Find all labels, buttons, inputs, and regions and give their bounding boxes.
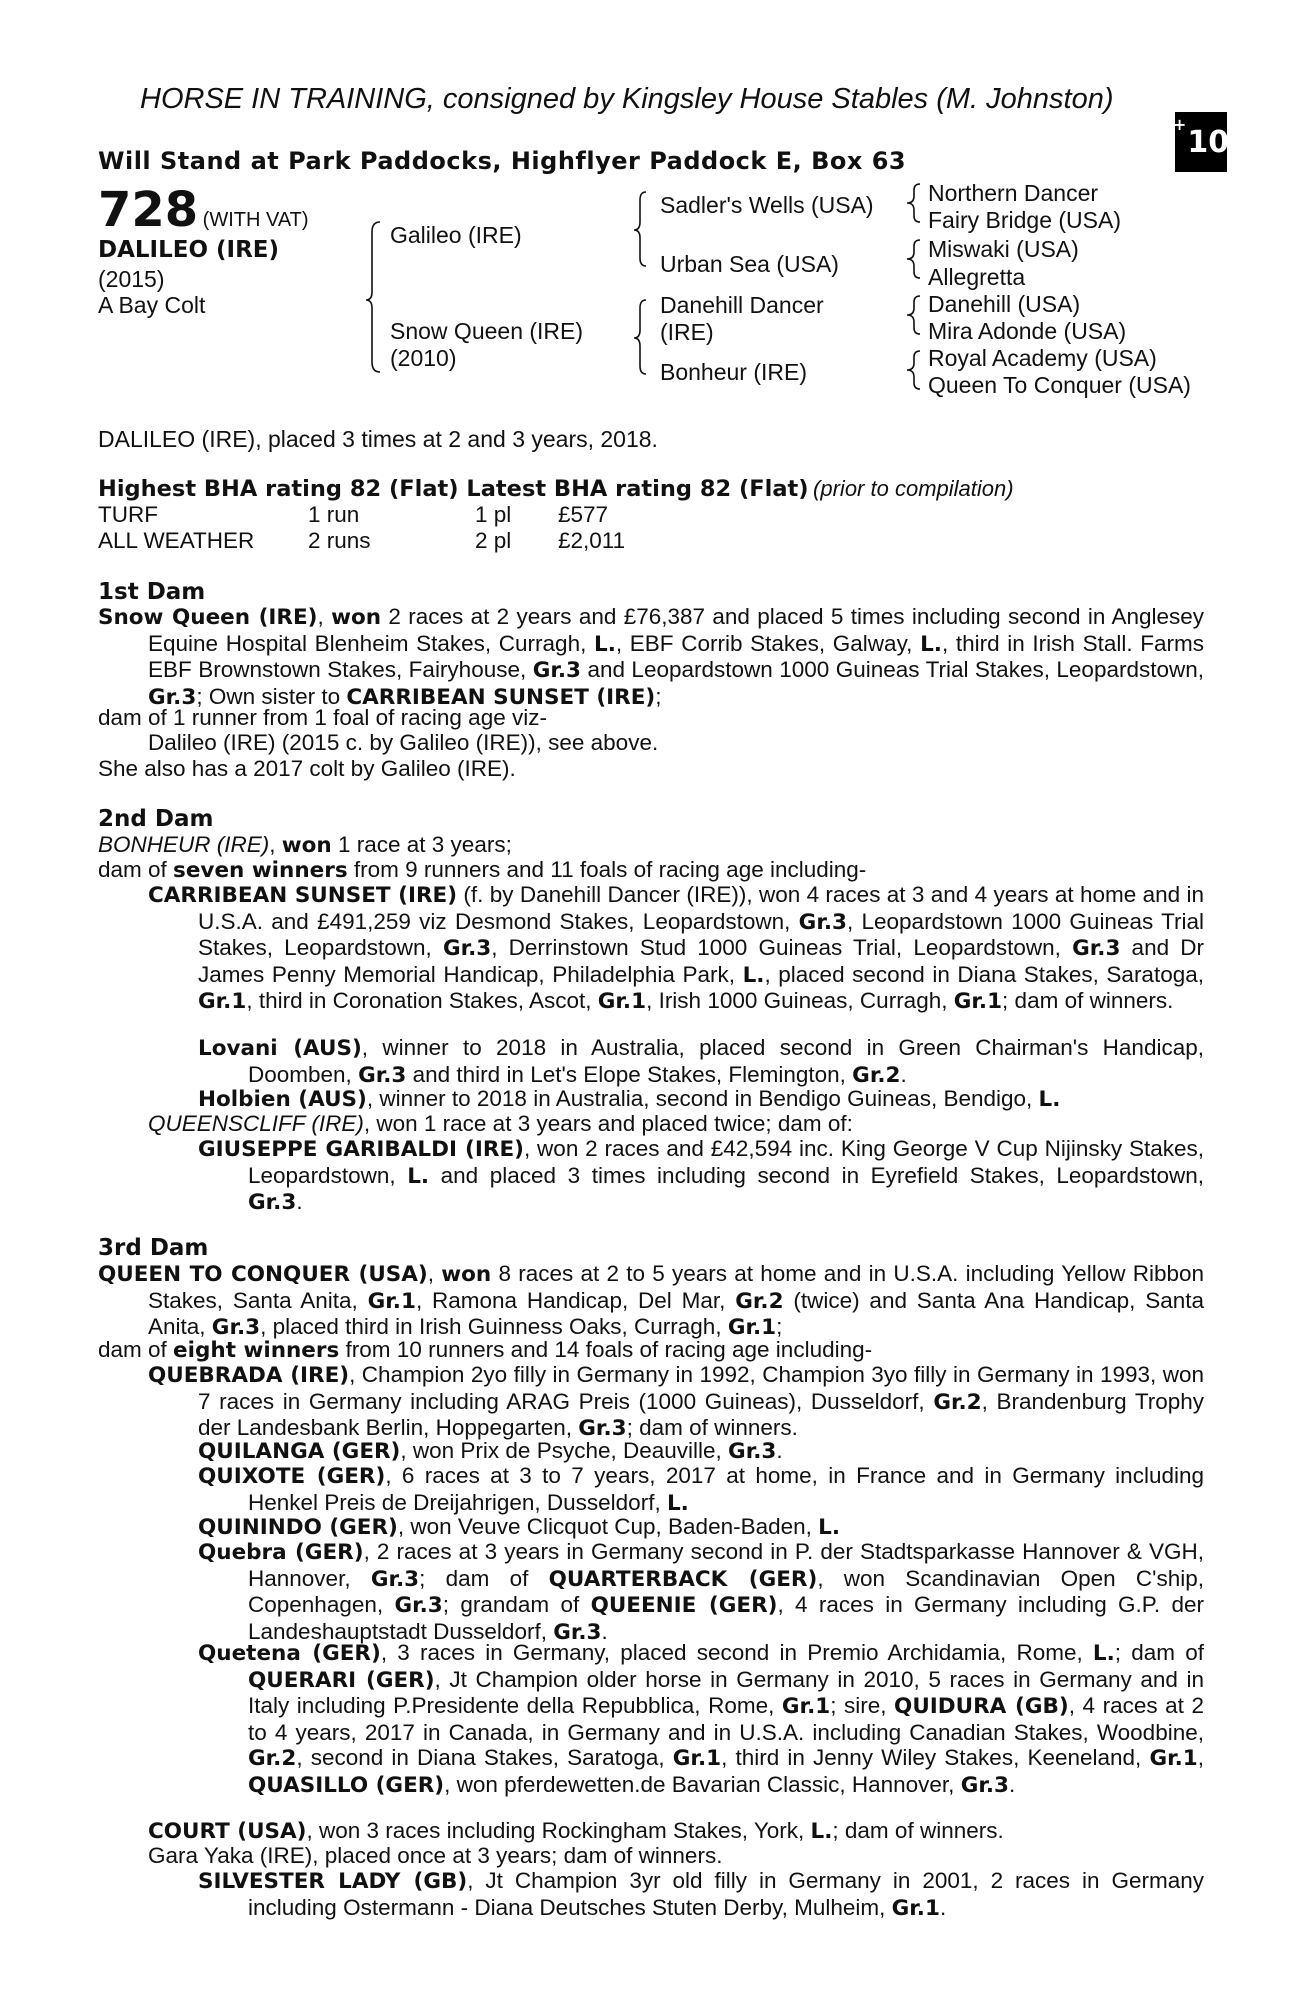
pedigree-gen3-3: Miswaki (USA) <box>928 236 1079 262</box>
first-dam-heading: 1st Dam <box>98 579 206 605</box>
pedigree-sire-dam: Urban Sea (USA) <box>660 251 839 277</box>
pedigree-dam-dam: Bonheur (IRE) <box>660 359 808 385</box>
first-dam-note: She also has a 2017 colt by Galileo (IRE). <box>98 756 516 781</box>
pedigree-dam-name: Snow Queen (IRE) <box>390 318 584 344</box>
pedigree-dam-sire-name: Danehill Dancer <box>660 292 824 318</box>
second-dam-record: BONHEUR (IRE), won 1 race at 3 years; <box>98 832 512 858</box>
third-dam-produce-1e: Quetena (GER), 3 races in Germany, placed second in Premio Archidamia, Rome, L.; dam of QUERARI (GER), Jt Champion older horse in Germany in 2010, 5 races in Germany and in Italy including P.Presidente della Repubblica, Rome, Gr.1; sire, QUIDURA (GB), 4 races at 2 to 4 years, 2017 in Canada, in Germany and in U.S.A. including Canadian Stakes, Woodbine, Gr.2, second in Diana Stakes, Saratoga, Gr.1, third in Jenny Wiley Stakes, Keeneland, Gr.1, QUASILLO (GER), won pferdewetten.de Bavarian Classic, Hannover, Gr.3. <box>198 1640 1205 1798</box>
pedigree-sire: Galileo (IRE) <box>390 222 522 248</box>
second-dam-produce-summary: dam of seven winners from 9 runners and 11 foals of racing age including- <box>98 857 867 883</box>
pedigree-gen3-8: Queen To Conquer (USA) <box>928 372 1191 398</box>
ratings-placed: 2 pl <box>475 528 512 553</box>
horse-name: DALILEO (IRE) <box>98 237 280 263</box>
pedigree-gen3-1: Northern Dancer <box>928 180 1099 206</box>
pedigree-dam-sire <box>660 292 824 346</box>
ratings-placed: 1 pl <box>475 502 512 527</box>
stand-location: Will Stand at Park Paddocks, Highflyer Paddock E, Box 63 <box>98 147 907 175</box>
vat-note: (WITH VAT) <box>202 209 309 231</box>
badge-number: 10 <box>1187 124 1230 160</box>
third-dam-produce-1c: QUININDO (GER), won Veuve Clicquot Cup, Baden-Baden, L. <box>198 1514 841 1540</box>
pedigree-gen3-4: Allegretta <box>928 264 1026 290</box>
pedigree-dam <box>390 318 583 372</box>
second-dam-produce-2: Lovani (AUS), winner to 2018 in Australia, placed second in Green Chairman's Handicap, Doomben, Gr.3 and third in Let's Elope Stakes, Flemington, Gr.2. <box>198 1035 1204 1088</box>
third-dam-produce-1b: QUIXOTE (GER), 6 races at 3 to 7 years, 2017 at home, in France and in Germany including Henkel Preis de Dreijahrigen, Dusseldorf, L. <box>198 1463 1204 1516</box>
pedigree-dam-year: (2010) <box>390 345 457 371</box>
third-dam-produce-3a: SILVESTER LADY (GB), Jt Champion 3yr old filly in Germany in 2001, 2 races in Germany including Ostermann - Diana Deutsches Stuten Derby, Mulheim, Gr.1. <box>198 1868 1204 1921</box>
first-dam-produce-line: dam of 1 runner from 1 foal of racing age viz- <box>98 705 547 730</box>
third-dam-produce-1d: Quebra (GER), 2 races at 3 years in Germany second in P. der Stadtsparkasse Hannover & VGH, Hannover, Gr.3; dam of QUARTERBACK (GER), won Scandinavian Open C'ship, Copenhagen, Gr.3; grandam of QUEENIE (GER), 4 races in Germany including G.P. der Landeshauptstadt Dusseldorf, Gr.3. <box>198 1539 1204 1645</box>
badge-plus: + <box>1172 115 1187 134</box>
third-dam-record: QUEEN TO CONQUER (USA), won 8 races at 2 to 5 years at home and in U.S.A. including Yellow Ribbon Stakes, Santa Anita, Gr.1, Ramona Handicap, Del Mar, Gr.2 (twice) and Santa Ana Handicap, Santa Anita, Gr.3, placed third in Irish Guinness Oaks, Curragh, Gr.1; <box>98 1261 1204 1340</box>
pedigree-sire-sire: Sadler's Wells (USA) <box>660 192 874 218</box>
ratings-surface: ALL WEATHER <box>98 528 255 553</box>
racing-summary: DALILEO (IRE), placed 3 times at 2 and 3 years, 2018. <box>98 426 658 452</box>
horse-description: A Bay Colt <box>98 292 206 318</box>
ratings-prize: £577 <box>558 502 609 527</box>
pedigree-gen3-2: Fairy Bridge (USA) <box>928 207 1121 233</box>
lot-number: 728 <box>98 182 199 238</box>
ratings-heading-text: Highest BHA rating 82 (Flat) Latest BHA rating 82 (Flat) <box>98 476 809 502</box>
second-dam-produce-3: Holbien (AUS), winner to 2018 in Australia, second in Bendigo Guineas, Bendigo, L. <box>198 1086 1061 1112</box>
ratings-note: (prior to compilation) <box>813 476 1014 501</box>
ratings-heading <box>98 476 1014 502</box>
pedigree-dam-sire-country: (IRE) <box>660 319 714 345</box>
third-dam-produce-2: COURT (USA), won 3 races including Rockingham Stakes, York, L.; dam of winners. <box>148 1818 1004 1844</box>
third-dam-produce-summary: dam of eight winners from 10 runners and 14 foals of racing age including- <box>98 1337 873 1363</box>
third-dam-produce-1: QUEBRADA (IRE), Champion 2yo filly in Germany in 1992, Champion 3yo filly in Germany in 1993, won 7 races in Germany including ARAG Preis (1000 Guineas), Dusseldorf, Gr.2, Brandenburg Trophy der Landesbank Berlin, Hoppegarten, Gr.3; dam of winners. <box>148 1362 1205 1441</box>
third-dam-heading: 3rd Dam <box>98 1235 209 1261</box>
first-dam-record: Snow Queen (IRE), won 2 races at 2 years and £76,387 and placed 5 times including second in Anglesey Equine Hospital Blenheim Stakes, Curragh, L., EBF Corrib Stakes, Galway, L., third in Irish Stall. Farms EBF Brownstown Stakes, Fairyhouse, Gr.3 and Leopardstown 1000 Guineas Trial Stakes, Leopardstown, Gr.3; Own sister to CARRIBEAN SUNSET (IRE); <box>98 604 1205 710</box>
first-dam-produce-item: Dalileo (IRE) (2015 c. by Galileo (IRE)), see above. <box>148 730 659 755</box>
won-label: won <box>331 605 382 630</box>
second-dam-produce-4: QUEENSCLIFF (IRE), won 1 race at 3 years and placed twice; dam of: <box>148 1111 853 1136</box>
ratings-runs: 2 runs <box>308 528 371 553</box>
second-dam-produce-1: CARRIBEAN SUNSET (IRE) (f. by Danehill Dancer (IRE)), won 4 races at 3 and 4 years at home and in U.S.A. and £491,259 viz Desmond Stakes, Leopardstown, Gr.3, Leopardstown 1000 Guineas Trial Stakes, Leopardstown, Gr.3, Derrinstown Stud 1000 Guineas Trial, Leopardstown, Gr.3 and Dr James Penny Memorial Handicap, Philadelphia Park, L., placed second in Diana Stakes, Saratoga, Gr.1, third in Coronation Stakes, Ascot, Gr.1, Irish 1000 Guineas, Curragh, Gr.1; dam of winners. <box>148 882 1204 1014</box>
ratings-prize: £2,011 <box>558 528 626 553</box>
pedigree-gen3-6: Mira Adonde (USA) <box>928 318 1127 344</box>
pedigree-gen3-5: Danehill (USA) <box>928 291 1081 317</box>
dam-name: Snow Queen (IRE) <box>98 605 318 630</box>
second-dam-grandproduce: GIUSEPPE GARIBALDI (IRE), won 2 races and £42,594 inc. King George V Cup Nijinsky Stakes, Leopardstown, L. and placed 3 times including second in Eyrefield Stakes, Leopardstown, Gr.3. <box>198 1136 1204 1215</box>
horse-year: (2015) <box>98 266 165 292</box>
ratings-surface: TURF <box>98 502 158 527</box>
header-title: HORSE IN TRAINING, consigned by Kingsley House Stables (M. Johnston) <box>140 83 1114 115</box>
ratings-runs: 1 run <box>308 502 360 527</box>
third-dam-produce-3: Gara Yaka (IRE), placed once at 3 years; dam of winners. <box>148 1843 723 1868</box>
pedigree-gen3-7: Royal Academy (USA) <box>928 345 1157 371</box>
third-dam-produce-1a: QUILANGA (GER), won Prix de Psyche, Deauville, Gr.3. <box>198 1438 783 1464</box>
second-dam-heading: 2nd Dam <box>98 806 214 832</box>
